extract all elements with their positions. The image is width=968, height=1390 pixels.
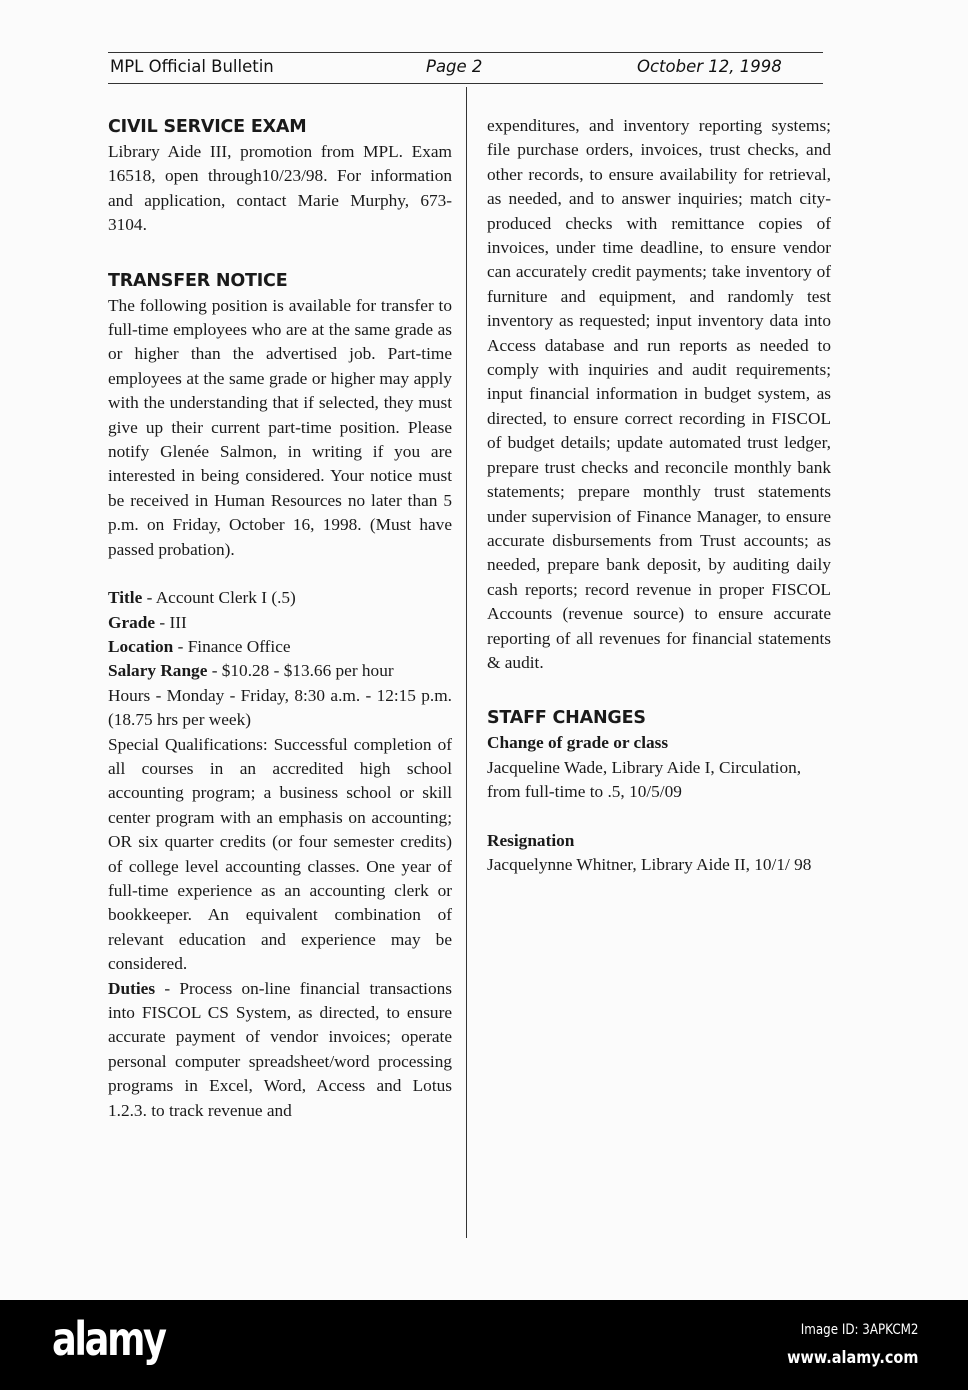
change-of-grade-body: Jacqueline Wade, Library Aide I, Circulation, from full-time to .5, 10/5/09 [487,757,802,802]
column-divider [466,87,467,1238]
civil-service-heading: CIVIL SERVICE EXAM [108,117,307,137]
salary-range: Salary Range - $10.28 - $13.66 per hour [108,661,394,681]
watermark-site: www.alamy.com [786,1348,918,1368]
resignation-subheading: Resignation [487,830,575,850]
special-qualifications: Special Qualifications: Successful completion of all courses in an accredited high school accounting program; a business school or skill center program with an emphasis on accounting; OR six quarter credits (or four semester credits) of college level accounting classes. One year of full-time experience as an accounting clerk or bookkeeper. An equivalent combination of relevant education and experience may be considered. [108,734,452,974]
page-number: Page 2 [426,57,483,76]
issue-date: October 12, 1998 [637,57,782,76]
job-hours: Hours - Monday - Friday, 8:30 a.m. - 12:15 p.m. (18.75 hrs per week) [108,685,452,730]
staff-changes-heading: STAFF CHANGES [487,708,646,729]
job-title: Title - Account Clerk I (.5) [108,588,296,608]
change-of-grade-subheading: Change of grade or class [487,733,669,753]
header-bottom-rule [108,83,823,84]
civil-service-body: Library Aide III, promotion from MPL. Exam 16518, open through10/23/98. For information and application, contact Marie Murphy, 673-3104. [108,142,452,235]
job-grade: Grade - III [108,612,187,632]
transfer-notice-body: The following position is available for transfer to full-time employees who are at the same grade as or higher than the advertised job. Part-time employees at the same grade or higher may apply with the understanding that if selected, they must give up their current part-time position. Please notify Glenée Salmon, in writing if you are interested in being considered. Your notice must be received in Human Resources no later than 5 p.m. on Friday, October 16, 1998. (Must have passed probation). [108,295,452,559]
job-location: Location - Finance Office [108,636,291,656]
left-column [108,114,452,1123]
watermark-banner [0,1300,968,1390]
image-id: Image ID: 3APKCM2 [800,1322,918,1338]
transfer-notice-heading: TRANSFER NOTICE [108,270,288,291]
header-top-rule [108,52,823,53]
job-duties: Duties - Process on-line financial transactions into FISCOL CS System, as directed, to ensure accurate payment of vendor invoices; operate personal computer spreadsheet/word processing programs in Excel, Word, Access and Lotus 1.2.3. to track revenue and [108,978,452,1120]
resignation-body: Jacquelynne Whitner, Library Aide II, 10/1/ 98 [487,854,812,874]
right-column [487,114,831,877]
job-duties-continued: expenditures, and inventory reporting systems; file purchase orders, invoices, trust checks, and other records, to ensure availability for retrieval, as needed, and to answer inquiries; match city-produced checks with remittance copies of invoices, under time deadline, to ensure vendor can accurately credit payments; take inventory of furniture and equipment, and randomly test inventory as requested; input inventory data into Access database and run reports as needed to comply with inquiries and audit requirements; input financial information in budget system, as directed, to ensure correct recording in FISCOL of budget details; update automated trust ledger, prepare trust checks and reconcile monthly bank statements; prepare monthly trust statements under supervision of Finance Manager, to ensure accurate disbursements from Trust accounts; as needed, prepare bank deposit, by auditing daily cash reports; record revenue in proper FISCOL Accounts (revenue source) to ensure accurate reporting of all revenues for financial statements & audit. [487,116,831,672]
alamy-logo: alamy [52,1312,165,1366]
publication-name: MPL Official Bulletin [110,57,274,76]
